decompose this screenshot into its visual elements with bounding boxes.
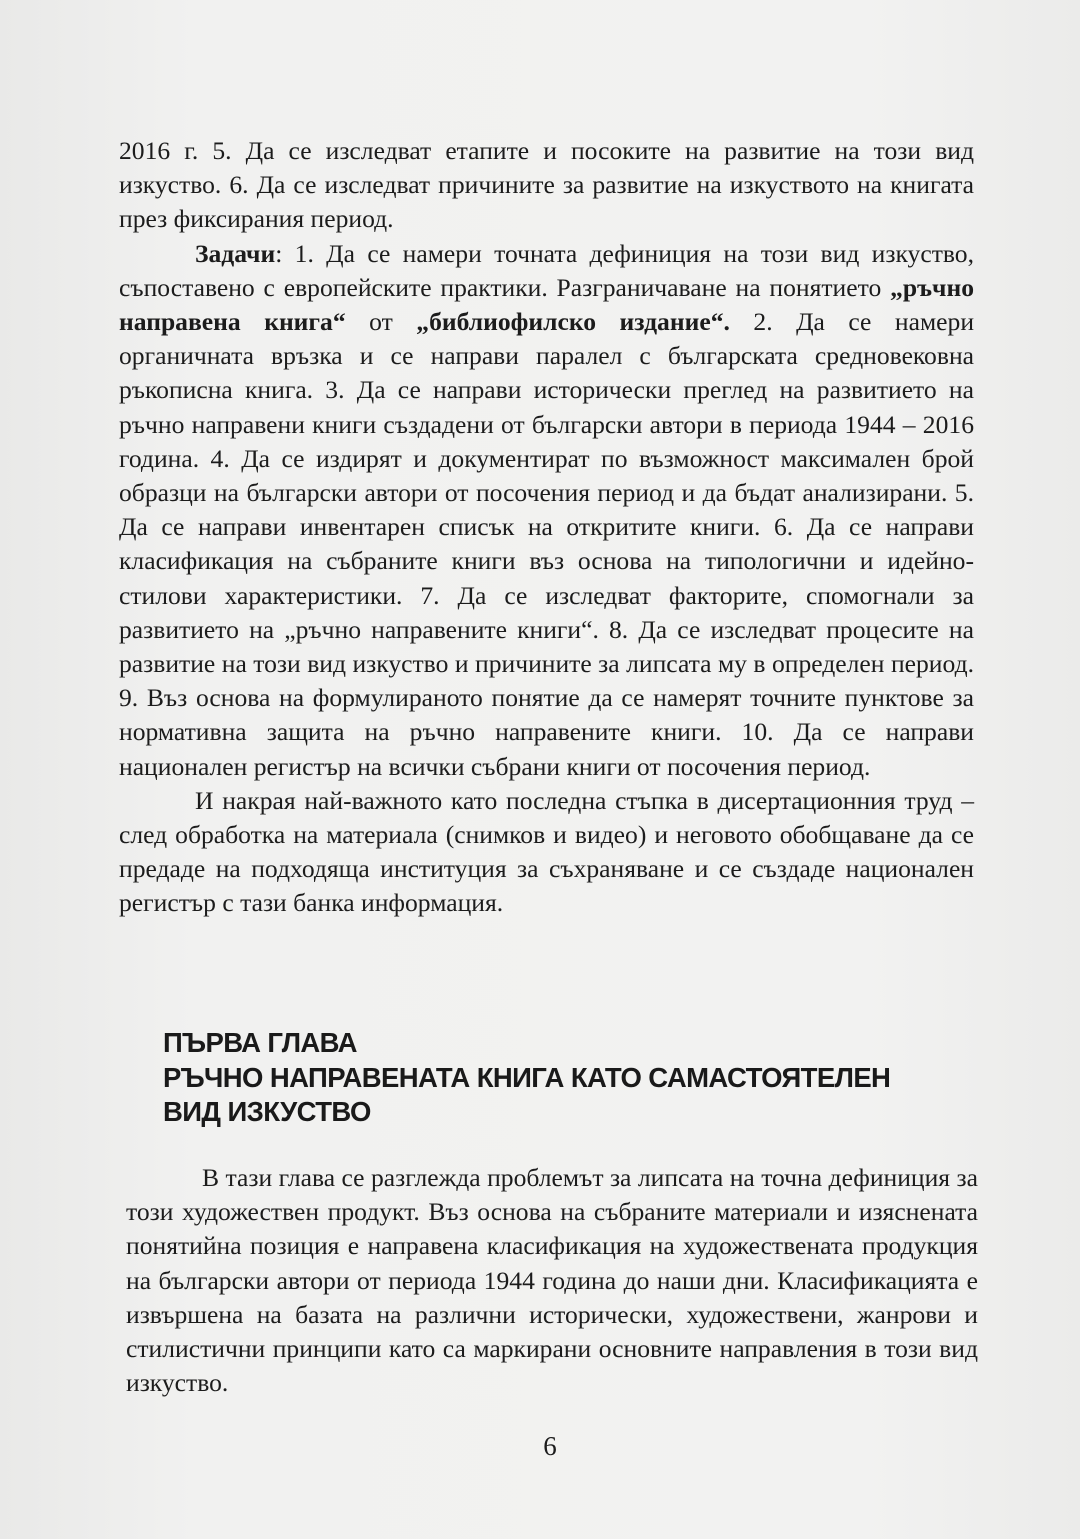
chapter-title-line-2: ВИД ИЗКУСТВО xyxy=(163,1096,371,1127)
chapter-paragraph: В тази глава се разглежда проблемът за липсата на точна дефиниция за този художествен продукт. Въз основа на събраните материали и изяснената понятийна позиция е направена класификация на художествената продукция на български автори от периода 1944 година до наши дни. Класификацията е извършена на базата на различни исторически, художествени, жанрови и стилистични принципи като са маркирани основните направления в този вид изкуство. xyxy=(126,1163,978,1398)
tasks-text-2: от xyxy=(345,307,417,337)
chapter-title-line-1: РЪЧНО НАПРАВЕНАТА КНИГА КАТО САМАСТОЯТЕЛЕН xyxy=(163,1061,891,1093)
page-number: 6 xyxy=(543,1431,557,1461)
tasks-paragraph xyxy=(119,237,974,784)
term-bibliophile-edition: „библиофилско издание“. xyxy=(416,307,730,337)
tasks-label: Задачи xyxy=(195,238,276,268)
term-handmade-book: „ръчно направена книга“ xyxy=(119,272,974,337)
chapter-number: ПЪРВА ГЛАВА xyxy=(163,1027,357,1058)
tasks-text-3: 2. Да се намери органичната връзка и се направи паралел с българската средновековна ръкописна книга. 3. Да се направи исторически преглед на развитието на ръчно направени книги създадени от български автори в периода 1944 – 2016 година. 4. Да се издирят и документират по възможност максимален брой образци на български автори от посочения период и да бъдат анализирани. 5. Да се направи инвентарен списък на откритите книги. 6. Да се направи класификация на събраните книги въз основа на типологични и идейно-стилови характеристики. 7. Да се изследват факторите, спомогнали за развитието на „ръчно направените книги“. 8. Да се изследват процесите на развитие на този вид изкуство и причините за липсата му в определен период. 9. Въз основа на формулираното понятие да се намерят точните пунктове за нормативна защита на ръчно направените книги. 10. Да се направи национален регистър на всички събрани книги от посочения период. xyxy=(119,307,975,781)
body-text-top xyxy=(119,134,974,921)
body-text-chapter xyxy=(126,1161,978,1400)
closing-paragraph: И накрая най-важното като последна стъпка в дисертационния труд – след обработка на материала (снимков и видео) и неговото обобщаване да се предаде на подходяща институция за съхраняване и се създаде национален регистър с тази банка информация. xyxy=(119,785,974,918)
chapter-heading xyxy=(163,1026,983,1130)
tasks-text-1: : 1. Да се намери точната дефиниция на този вид изкуство, съпоставено с европейските практики. Разграничаване на понятието xyxy=(119,238,974,302)
intro-paragraph: 2016 г. 5. Да се изследват етапите и посоките на развитие на този вид изкуство. 6. Да се изследват причините за развитие на изкуството на книгата през фиксирания период. xyxy=(119,136,974,234)
